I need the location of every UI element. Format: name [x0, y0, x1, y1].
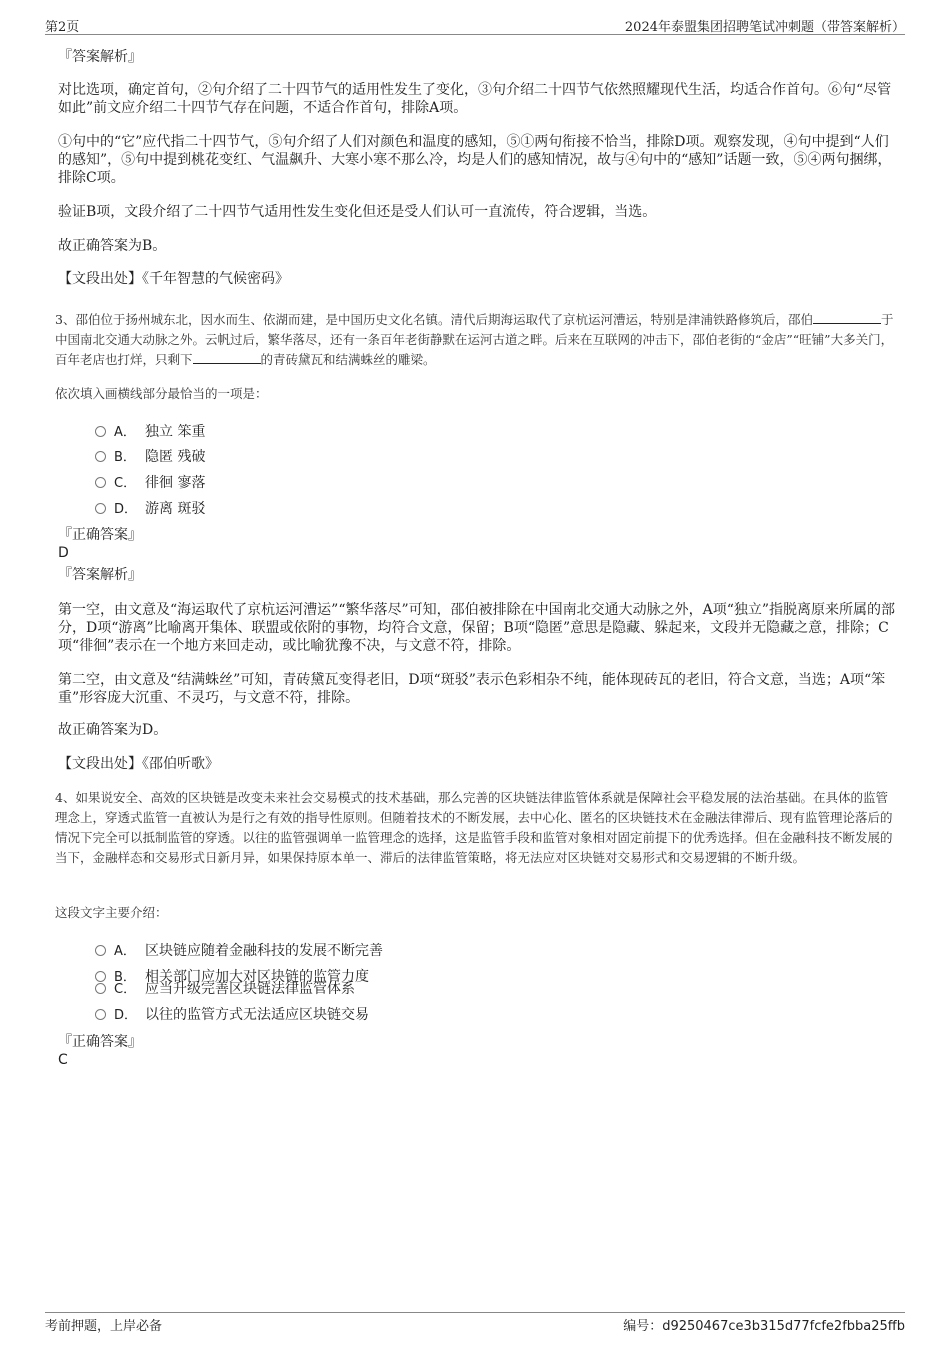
radio-button[interactable] [95, 945, 106, 956]
radio-button[interactable] [95, 503, 106, 514]
analysis-paragraph: 第二空，由文意及“结满蛛丝”可知，青砖黛瓦变得老旧，D项“斑驳”表示色彩相杂不纯，能体现砖瓦的老旧，符合文意，当选；A项“笨重”形容庞大沉重、不灵巧，与文意不符，排除。 [58, 672, 886, 706]
passage-source: 【文段出处】《千年智慧的气候密码》 [58, 271, 289, 287]
option-letter: B． [114, 970, 136, 985]
fill-blank [813, 311, 881, 324]
answer-heading: 『正确答案』 [58, 1034, 142, 1050]
option-text: 游离 斑驳 [145, 501, 206, 517]
analysis-paragraph: 故正确答案为D。 [58, 722, 168, 738]
page-header [45, 14, 905, 35]
option-b[interactable] [95, 446, 205, 466]
question-stem: 4、如果说安全、高效的区块链是改变未来社会交易模式的技术基础，那么完善的区块链法律监管体系就是保障社会平稳发展的法治基础。在具体的监管理念上，穿透式监管一直被认为是行之有效的指导性原则。但随着技术的不断发展，去中心化、匿名的区块链技术在金融法律滞后、现有监管理论落后的情况下完全可以抵制监管的穿透。以往的监管强调单一监管理念的选择，这是监管手段和监管对象相对固定前提下的优秀选择。但在金融科技不断发展的当下，金融样态和交易形式日新月异，如果保持原本单一、滞后的法律监管策略，将无法应对区块链对交易形式和交易逻辑的不断升级。 [55, 790, 893, 865]
fill-blank [193, 351, 261, 364]
option-letter: B． [114, 450, 136, 465]
option-text: 相关部门应加大对区块链的监管力度 [145, 969, 369, 985]
stem-part: 于中国南北交通大动脉之外。云帆过后，繁华落尽，还有一条百年老街静默在运河古道之畔。后来在互联网的冲击下，邵伯老街的“金店”“旺铺”大多关门，百年老店也打烊，只剩下 [55, 312, 894, 367]
stem-part: 的青砖黛瓦和结满蛛丝的雕梁。 [260, 352, 436, 367]
option-text: 独立 笨重 [145, 424, 206, 440]
option-letter: D． [114, 502, 138, 517]
analysis-heading: 『答案解析』 [58, 49, 142, 65]
code-label: 编号： [623, 1319, 663, 1334]
question-prompt: 依次填入画横线部分最恰当的一项是： [55, 386, 268, 401]
document-title: 2024年泰盟集团招聘笔试冲刺题（带答案解析） [624, 20, 905, 35]
option-letter: C． [114, 476, 137, 491]
stem-part: 3、邵伯位于扬州城东北，因水而生、依湖而建，是中国历史文化名镇。清代后期海运取代了京杭运河漕运，特别是津浦铁路修筑后，邵伯 [55, 312, 813, 327]
option-d[interactable] [95, 498, 205, 518]
option-letter: D． [114, 1008, 138, 1023]
passage-source: 【文段出处】《邵伯听歌》 [58, 756, 219, 772]
footer-slogan: 考前押题，上岸必备 [45, 1319, 163, 1334]
option-text: 区块链应随着金融科技的发展不断完善 [145, 943, 383, 959]
page-footer [45, 1312, 905, 1337]
option-letter: A． [114, 944, 136, 959]
option-text: 以往的监管方式无法适应区块链交易 [145, 1007, 369, 1023]
option-c[interactable] [95, 472, 205, 492]
analysis-paragraph: ①句中的“它”应代指二十四节气，⑤句介绍了人们对颜色和温度的感知，⑤①两句衔接不恰当，排除D项。观察发现，④句中提到“人们的感知”，⑤句中提到桃花变红、气温飙升、大寒小寒不那么冷，均是人们的感知情况，故与④句中的“感知”话题一致，⑤④两句捆绑，排除C项。 [58, 134, 892, 186]
analysis-paragraph: 故正确答案为B。 [58, 238, 167, 254]
question-prompt: 这段文字主要介绍： [55, 905, 168, 920]
correct-answer: C [58, 1052, 68, 1068]
radio-button[interactable] [95, 451, 106, 462]
option-letter: A． [114, 425, 136, 440]
option-letter: C． [114, 982, 137, 997]
radio-button[interactable] [95, 426, 106, 437]
radio-button[interactable] [95, 983, 106, 994]
analysis-paragraph: 对比选项，确定首句，②句介绍了二十四节气的适用性发生了变化，③句介绍二十四节气依然照耀现代生活，均适合作首句。⑥句“尽管如此”前文应介绍二十四节气存在问题，不适合作首句，排除A项。 [58, 82, 892, 116]
radio-button[interactable] [95, 1009, 106, 1020]
document-code [623, 1315, 905, 1334]
option-c[interactable] [95, 978, 355, 998]
answer-heading: 『正确答案』 [58, 527, 142, 543]
option-text: 徘徊 寥落 [145, 475, 206, 491]
code-value: d9250467ce3b315d77fcfe2fbba25ffb [662, 1319, 905, 1334]
option-text: 应当升级完善区块链法律监管体系 [145, 981, 355, 997]
question-stem [55, 310, 900, 370]
analysis-paragraph: 验证B项，文段介绍了二十四节气适用性发生变化但还是受人们认可一直流传，符合逻辑，当选。 [58, 204, 657, 220]
page-number: 第2页 [45, 20, 80, 35]
option-text: 隐匿 残破 [145, 449, 206, 465]
option-d[interactable] [95, 1004, 369, 1024]
correct-answer: D [58, 545, 69, 561]
radio-button[interactable] [95, 477, 106, 488]
option-a[interactable] [95, 421, 205, 441]
analysis-paragraph: 第一空，由文意及“海运取代了京杭运河漕运”“繁华落尽”可知，邵伯被排除在中国南北交通大动脉之外，A项“独立”指脱离原来所属的部分，D项“游离”比喻离开集体、联盟或依附的事物，均符合文意，保留；B项“隐匿”意思是隐藏、躲起来，文段并无隐藏之意，排除；C项“徘徊”表示在一个地方来回走动，或比喻犹豫不决，与文意不符，排除。 [58, 602, 896, 654]
analysis-heading: 『答案解析』 [58, 567, 142, 583]
option-a[interactable] [95, 940, 383, 960]
